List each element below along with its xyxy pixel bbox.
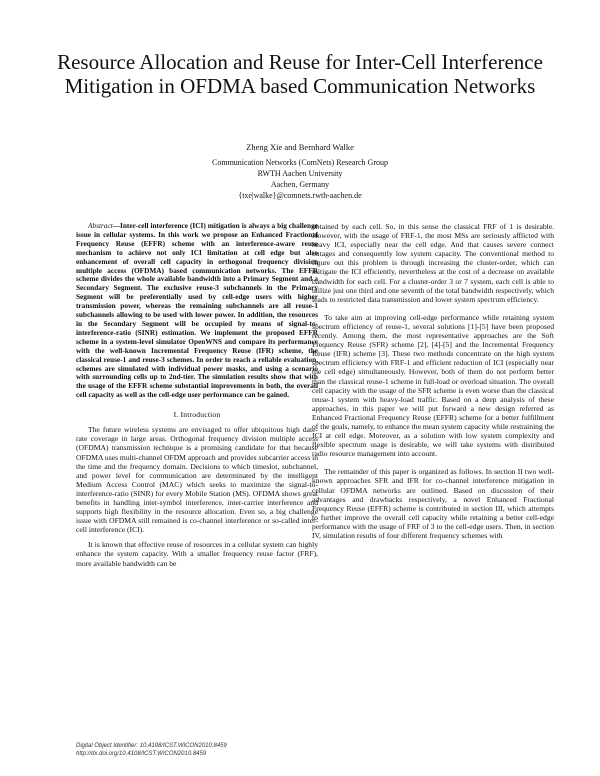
abstract	[76, 222, 318, 400]
right-paragraph-2: To take aim at improving cell-edge performance while retaining system spectrum efficiency of reuse-1, several solutions [1]-[5] have been proposed recently. Among them, the most representative approaches are the Soft Frequency Reuse (SFR) scheme [2], [4]-[5] and the Incremental Frequency Reuse (IFR) scheme [3]. These two methods concentrate on the high system spectrum efficiency with FRF-1 and efficient reduction of ICI (especially near the cell edge) simultaneously. However, both of them do not perform better than the classical reuse-1 scheme in full-load or overload situation. The overall cell capacity with the usage of the SFR scheme is even worse than the classical reuse-1 system with heavy-load traffic. Based on a deep analysis of these approaches, in this paper we will put forward a new design referred as Enhanced Fractional Frequency Reuse (EFFR) scheme for a better fulfillment of the goals, namely, to enhance the mean system capacity while restraining the ICI at cell edge. Moreover, as a solution with low system complexity and flexible spectrum usage is desirable, we will take systems with distributed radio resource management into account.	[312, 312, 554, 459]
affiliation-location: Aachen, Germany	[270, 180, 330, 189]
abstract-label: Abstract	[88, 221, 113, 230]
right-paragraph-3: The remainder of this paper is organized as follows. In section II two well-known approaches SFR and IFR for co-channel interference mitigation in cellular OFDMA networks are outlined. Based on discussion of their advantages and drawbacks respectively, a novel Enhanced Fractional Frequency Reuse (EFFR) scheme is contributed in section III, which attempts to further improve the overall cell capacity while retaining a better cell-edge performance with the usage of FRF of 3 to the cell-edge users. Then, in section IV, simulation results of four different frequency schemes with	[312, 467, 554, 540]
section-heading-introduction: I. Introduction	[173, 410, 221, 420]
affiliation-group: Communication Networks (ComNets) Research Group	[212, 158, 388, 167]
paper-title: Resource Allocation and Reuse for Inter-Cell Interference Mitigation in OFDMA based Communication Networks	[57, 50, 543, 98]
author-email: {txe|walke}@comnets.rwth-aachen.de	[238, 191, 362, 200]
author-block	[100, 142, 500, 201]
doi-link[interactable]: http://dx.doi.org/10.4108/ICST.WICON2010.8459	[76, 751, 207, 757]
abstract-text: —Inter-cell interference (ICI) mitigation is always a big challenge issue in cellular systems. In this work we propose an Enhanced Fractional Frequency Reuse (EFFR) scheme with an interference-aware reuse mechanism to achieve not only ICI limitation at cell edge but also enhancement of overall cell capacity in orthogonal frequency division multiple access (OFDMA) based communication networks. The EFFR scheme divides the whole available bandwidth into a Primary Segment and a Secondary Segment. The exclusive reuse-3 subchannels in the Primary Segment will be preferentially used by cell-edge users with higher transmission power, whereas the remaining subchannels are all reuse-1 subchannels allowing to be used with lower power. In addition, the resources in the Secondary Segment will be occupied by means of signal-to-interference-ratio (SINR) estimation. We implement the proposed EFFR scheme in a system-level simulator OpenWNS and compare its performance with the well-known Incremental Frequency Reuse (IFR) scheme, the classical reuse-1 and reuse-3 schemes. In order to reach a reliable evaluation, schemes are simulated with individual power masks, and using a scenario with surrounding cells up to 2nd-tier. The simulation results show that with the usage of the EFFR scheme substantial improvements in both, the overall cell capacity as well as the cell-edge user performance can be gained.	[76, 221, 318, 400]
left-column	[76, 222, 318, 568]
doi-footer	[76, 742, 376, 758]
intro-paragraph-2: It is known that effective reuse of resources in a cellular system can highly enhance the system capacity. With a smaller frequency reuse factor (FRF), more available bandwidth can be	[76, 540, 318, 568]
right-column	[312, 222, 554, 540]
right-paragraph-1: obtained by each cell. So, in this sense the classical FRF of 1 is desirable. However, with the usage of FRF-1, the most MSs are seriously afflicted with heavy ICI, especially near the cell edge. And that causes severe connect outages and consequently low system capacity. The conventional method to figure out this problem is through increasing the cluster-order, which can mitigate the ICI efficiently, nevertheless at the cost of a decrease on available bandwidth for each cell. For a cluster-order 3 or 7 system, each cell is able to utilize just one third and one seventh of the total bandwidth respectively, which leads to restricted data transmission and lower system spectrum efficiency.	[312, 222, 554, 304]
intro-paragraph-1: The future wireless systems are envisaged to offer ubiquitous high date-rate coverage in large areas. Orthogonal frequency division multiple access (OFDMA) transmission technique is a promising candidate for that because OFDMA uses multi-channel OFDM approach and provides subcarrier access in the time and the frequency domain. Decisions to which timeslot, subchannel, and power level for communication are determinated by the intelligent Medium Access Control (MAC) which seeks to maximize the signal-to-interference-ratio (SINR) for every Mobile Station (MS). OFDMA shows great benefits in handling inter-symbol interference, inter-carrier interference and supports high flexibility in the resource allocation. Even so, a big challenge issue with OFDMA still remained is co-channel interference or so-called inter-cell interference (ICI).	[76, 425, 318, 535]
affiliation-university: RWTH Aachen University	[257, 169, 343, 178]
author-names: Zheng Xie and Bernhard Walke	[246, 142, 354, 152]
doi-identifier: Digital Object Identifier: 10.4108/ICST.WICON2010.8459	[76, 743, 227, 749]
